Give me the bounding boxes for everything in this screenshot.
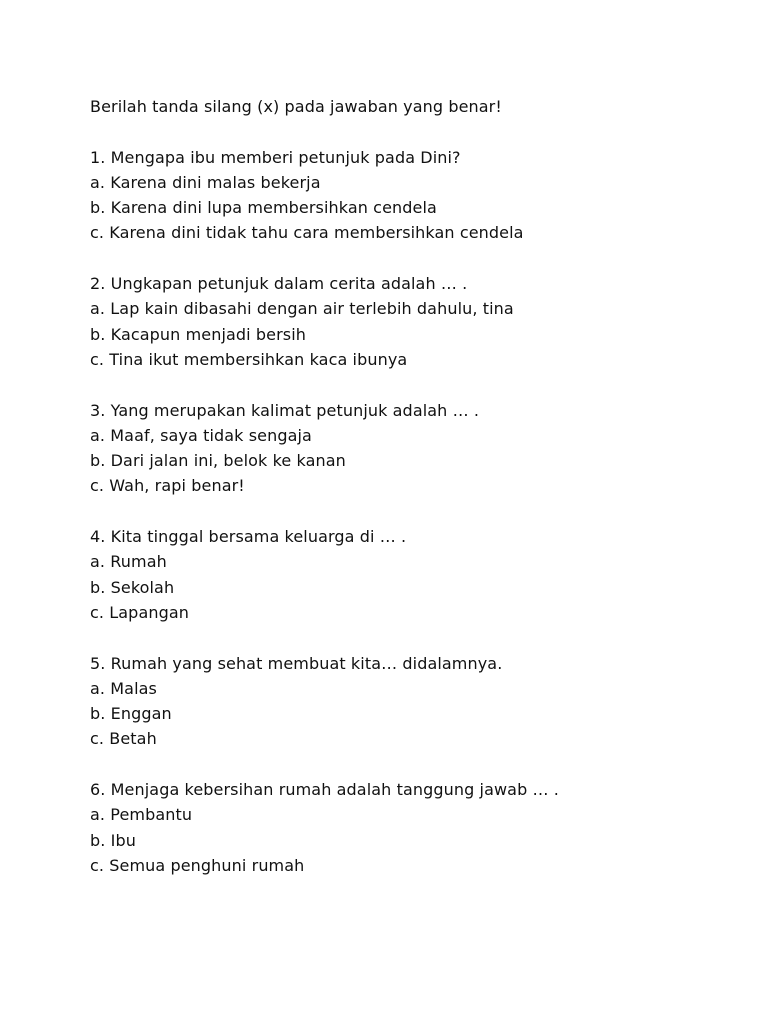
answer-option-a: a. Maaf, saya tidak sengaja bbox=[90, 425, 312, 445]
answer-option-a: a. Pembantu bbox=[90, 805, 193, 825]
question-stem: 2. Ungkapan petunjuk dalam cerita adalah … . bbox=[90, 274, 468, 294]
answer-option-c: c. Betah bbox=[90, 729, 157, 749]
answer-option-c: c. Karena dini tidak tahu cara membersihkan cendela bbox=[90, 223, 524, 243]
worksheet-content bbox=[90, 94, 730, 878]
question-stem: 6. Menjaga kebersihan rumah adalah tanggung jawab … . bbox=[90, 780, 559, 800]
answer-option-a: a. Rumah bbox=[90, 552, 167, 572]
question-stem: 3. Yang merupakan kalimat petunjuk adalah … . bbox=[90, 400, 480, 420]
answer-option-a: a. Lap kain dibasahi dengan air terlebih dahulu, tina bbox=[90, 299, 514, 319]
question-2 bbox=[90, 271, 730, 372]
question-1 bbox=[90, 145, 730, 246]
question-stem: 5. Rumah yang sehat membuat kita… didalamnya. bbox=[90, 653, 503, 673]
answer-option-c: c. Tina ikut membersihkan kaca ibunya bbox=[90, 349, 408, 369]
instruction-text: Berilah tanda silang (x) pada jawaban yang benar! bbox=[90, 97, 502, 116]
answer-option-b: b. Karena dini lupa membersihkan cendela bbox=[90, 198, 437, 218]
answer-option-b: b. Sekolah bbox=[90, 577, 175, 597]
question-stem: 1. Mengapa ibu memberi petunjuk pada Dini? bbox=[90, 147, 461, 167]
answer-option-c: c. Wah, rapi benar! bbox=[90, 476, 245, 496]
answer-option-a: a. Malas bbox=[90, 678, 157, 698]
answer-option-c: c. Lapangan bbox=[90, 602, 189, 622]
question-6 bbox=[90, 777, 730, 878]
question-stem: 4. Kita tinggal bersama keluarga di … . bbox=[90, 527, 407, 547]
answer-option-b: b. Dari jalan ini, belok ke kanan bbox=[90, 451, 346, 471]
answer-option-a: a. Karena dini malas bekerja bbox=[90, 172, 321, 192]
question-5 bbox=[90, 651, 730, 752]
question-4 bbox=[90, 524, 730, 625]
answer-option-c: c. Semua penghuni rumah bbox=[90, 855, 305, 875]
question-3 bbox=[90, 398, 730, 499]
answer-option-b: b. Kacapun menjadi bersih bbox=[90, 324, 306, 344]
answer-option-b: b. Enggan bbox=[90, 704, 172, 724]
answer-option-b: b. Ibu bbox=[90, 830, 136, 850]
